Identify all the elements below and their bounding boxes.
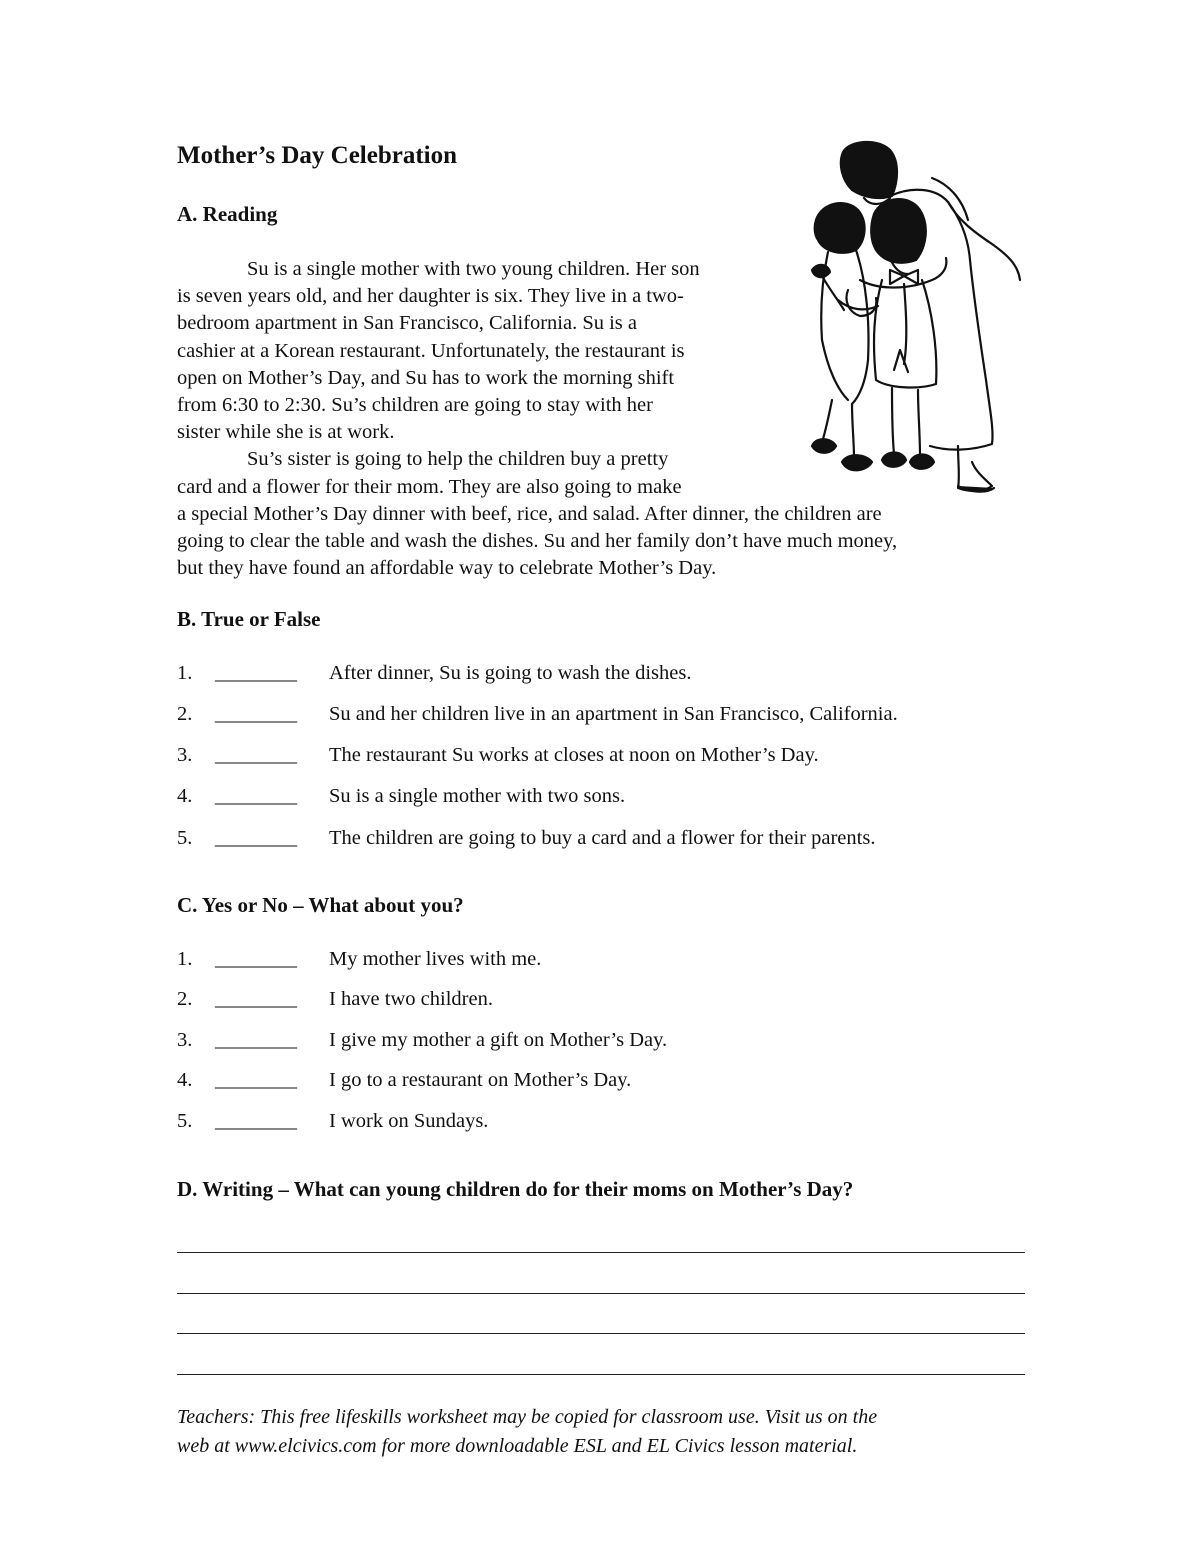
item-statement: My mother lives with me.: [329, 948, 542, 970]
item-number: 5.: [177, 1110, 193, 1132]
answer-blank[interactable]: ________: [215, 988, 297, 1010]
reading-line: sister while she is at work.: [177, 421, 395, 444]
reading-line: cashier at a Korean restaurant. Unfortunately, the restaurant is: [177, 339, 685, 362]
item-statement: I go to a restaurant on Mother’s Day.: [329, 1069, 632, 1091]
item-statement: After dinner, Su is going to wash the dishes.: [329, 662, 692, 684]
writing-line[interactable]: [177, 1252, 1025, 1253]
answer-blank[interactable]: ________: [215, 662, 297, 684]
reading-line: Su is a single mother with two young children. Her son: [247, 258, 700, 280]
item-statement: I give my mother a gift on Mother’s Day.: [329, 1029, 668, 1051]
item-number: 1.: [177, 948, 193, 970]
reading-line: from 6:30 to 2:30. Su’s children are going to stay with her: [177, 394, 653, 417]
writing-line[interactable]: [177, 1293, 1025, 1294]
teacher-note-line: web at www.elcivics.com for more downloadable ESL and EL Civics lesson material.: [177, 1435, 858, 1457]
answer-blank[interactable]: ________: [215, 785, 297, 807]
section-a-heading: A. Reading: [177, 202, 278, 226]
item-number: 5.: [177, 827, 193, 849]
reading-line: open on Mother’s Day, and Su has to work the morning shift: [177, 366, 675, 389]
section-b-heading: B. True or False: [177, 607, 321, 631]
item-statement: I have two children.: [329, 988, 493, 1010]
answer-blank[interactable]: ________: [215, 703, 297, 725]
answer-blank[interactable]: ________: [215, 827, 297, 849]
teacher-note: [177, 1403, 1037, 1461]
reading-line: card and a flower for their mom. They are also going to make: [177, 475, 682, 498]
item-number: 3.: [177, 744, 193, 766]
answer-blank[interactable]: ________: [215, 1029, 297, 1051]
writing-line[interactable]: [177, 1333, 1025, 1334]
item-number: 2.: [177, 703, 193, 725]
section-d-heading: D. Writing – What can young children do for their moms on Mother’s Day?: [177, 1177, 854, 1201]
reading-passage: [177, 256, 897, 582]
item-number: 3.: [177, 1029, 193, 1051]
teacher-note-line: Teachers: This free lifeskills worksheet may be copied for classroom use. Visit us on the: [177, 1406, 878, 1428]
reading-line: a special Mother’s Day dinner with beef, rice, and salad. After dinner, the children are: [177, 502, 882, 525]
item-number: 1.: [177, 662, 193, 684]
item-number: 2.: [177, 988, 193, 1010]
item-statement: Su and her children live in an apartment in San Francisco, California.: [329, 703, 898, 725]
reading-line: Su’s sister is going to help the children buy a pretty: [247, 448, 669, 471]
reading-line: going to clear the table and wash the dishes. Su and her family don’t have much money,: [177, 530, 898, 553]
item-statement: Su is a single mother with two sons.: [329, 785, 626, 807]
reading-line: is seven years old, and her daughter is six. They live in a two-: [177, 285, 684, 308]
answer-blank[interactable]: ________: [215, 744, 297, 766]
reading-line: bedroom apartment in San Francisco, California. Su is a: [177, 312, 638, 335]
answer-blank[interactable]: ________: [215, 948, 297, 970]
item-statement: The restaurant Su works at closes at noon on Mother’s Day.: [329, 744, 819, 766]
item-statement: The children are going to buy a card and a flower for their parents.: [329, 827, 876, 849]
writing-line[interactable]: [177, 1374, 1025, 1375]
item-number: 4.: [177, 785, 193, 807]
item-statement: I work on Sundays.: [329, 1110, 489, 1132]
answer-blank[interactable]: ________: [215, 1110, 297, 1132]
reading-line: but they have found an affordable way to celebrate Mother’s Day.: [177, 557, 717, 580]
answer-blank[interactable]: ________: [215, 1069, 297, 1091]
item-number: 4.: [177, 1069, 193, 1091]
page-title: Mother’s Day Celebration: [177, 142, 458, 169]
section-c-heading: C. Yes or No – What about you?: [177, 893, 464, 917]
